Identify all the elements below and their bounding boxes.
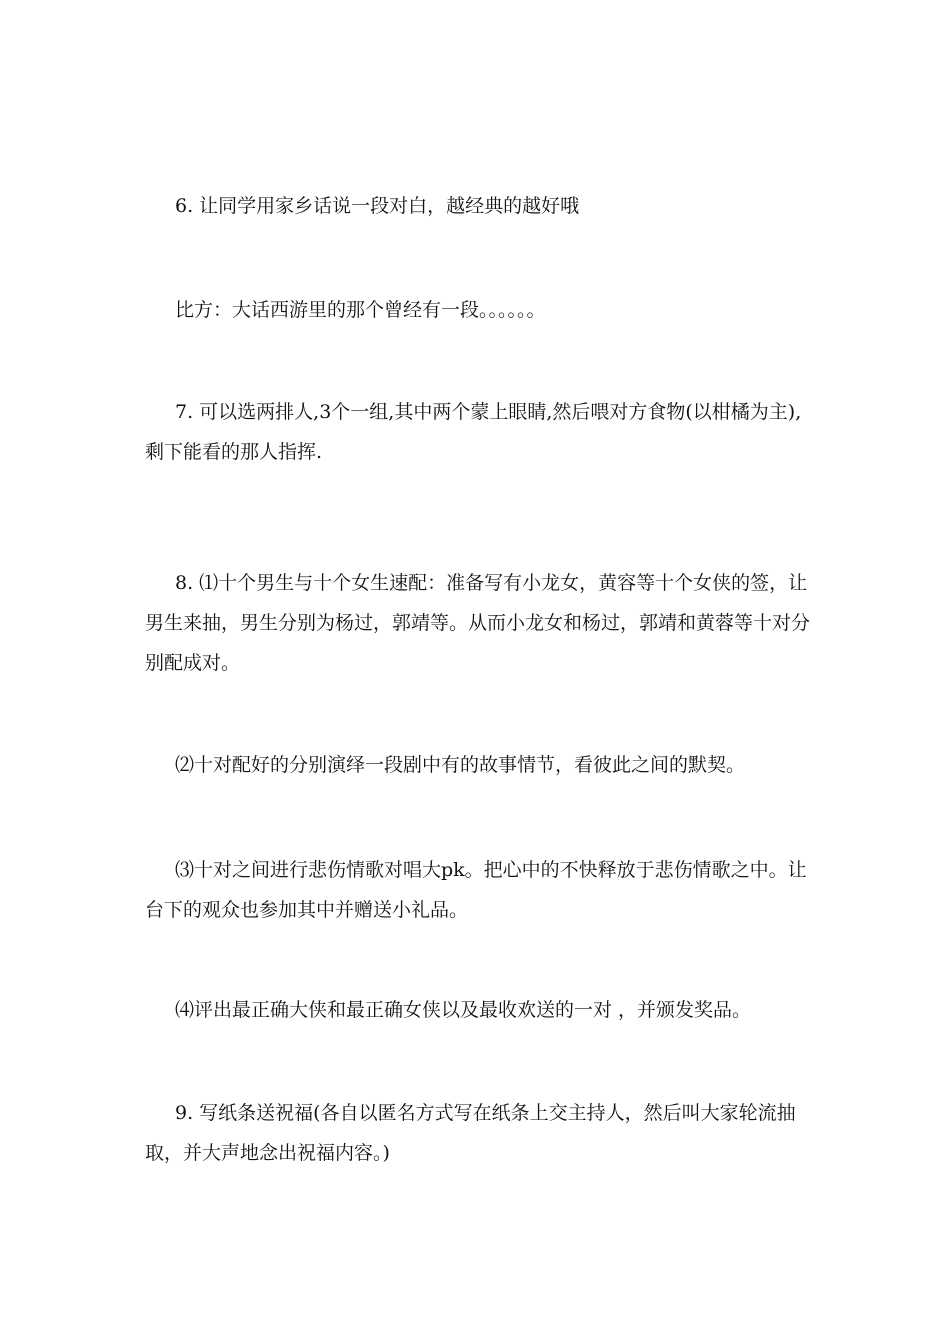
paragraph-item-7: 7. 可以选两排人,3个一组,其中两个蒙上眼睛,然后喂对方食物(以柑橘为主),剩下能看的那人指挥. xyxy=(145,401,802,463)
paragraph-item-8-1: 8. ⑴十个男生与十个女生速配：准备写有小龙女，黄容等十个女侠的签，让男生来抽，男生分别为杨过，郭靖等。从而小龙女和杨过，郭靖和黄蓉等十对分别配成对。 xyxy=(145,572,811,674)
paragraph-item-8-2: ⑵十对配好的分别演绎一段剧中有的故事情节，看彼此之间的默契。 xyxy=(175,754,746,776)
paragraph-item-6: 6. 让同学用家乡话说一段对白，越经典的越好哦 xyxy=(175,195,580,217)
paragraph-example: 比方：大话西游里的那个曾经有一段。。。。。。 xyxy=(175,299,546,321)
paragraph-item-9: 9. 写纸条送祝福(各自以匿名方式写在纸条上交主持人，然后叫大家轮流抽取，并大声地念出祝福内容。) xyxy=(145,1102,796,1164)
paragraph-item-8-3: ⑶十对之间进行悲伤情歌对唱大pk。把心中的不快释放于悲伤情歌之中。让台下的观众也参加其中并赠送小礼品。 xyxy=(145,859,807,921)
paragraph-item-8-4: ⑷评出最正确大侠和最正确女侠以及最收欢送的一对 ，并颁发奖品。 xyxy=(175,999,752,1021)
